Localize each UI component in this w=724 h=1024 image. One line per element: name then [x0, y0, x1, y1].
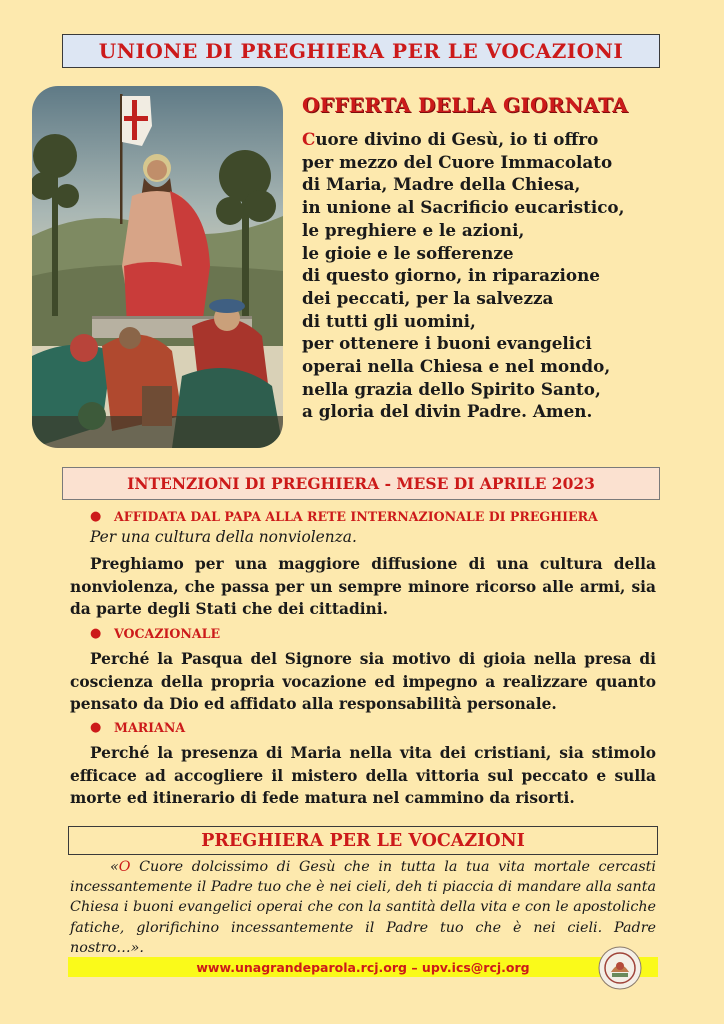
- footer-contacts[interactable]: www.unagrandeparola.rcj.org – upv.ics@rcj.org: [196, 959, 530, 975]
- bullet-icon: ●: [90, 626, 102, 641]
- page-title: UNIONE DI PREGHIERA PER LE VOCAZIONI: [98, 39, 624, 63]
- offerta-body: uore divino di Gesù, io ti offro per mezzo del Cuore Immacolato di Maria, Madre della Chiesa, in unione al Sacrificio eucaristico, le preghiere e le azioni, le gioie e le sofferenze di questo giorno, in riparazione dei peccati, per la salvezza di tutti gli uomini, per ottenere i buoni evangelici operai nella Chiesa e nel mondo, nella grazia dello Spirito Santo, a gloria del divin Padre. Amen.: [302, 129, 625, 422]
- intenzioni-title-box: [62, 467, 660, 500]
- intenzioni-title: INTENZIONI DI PREGHIERA - MESE DI APRILE 2023: [127, 474, 595, 493]
- resurrection-painting: [32, 86, 283, 448]
- intention-subtitle-papa: Per una cultura della nonviolenza.: [90, 528, 357, 546]
- intention-heading-mariana: ● MARIANA: [90, 720, 186, 735]
- intention-text-vocazionale: Perché la Pasqua del Signore sia motivo di gioia nella presa di coscienza della propria vocazione ed impegno a realizzare quanto pensato da Dio ed affidato alla responsabilità personale.: [70, 650, 656, 714]
- preghiera-title-box: [68, 826, 658, 855]
- intention-text-papa: Preghiamo per una maggiore diffusione di una cultura della nonviolenza, che passa per un sempre minore ricorso alle armi, sia da parte degli Stati che dei cittadini.: [70, 555, 656, 619]
- footer-band: [68, 957, 658, 977]
- preghiera-title: PREGHIERA PER LE VOCAZIONI: [201, 830, 525, 851]
- intention-heading-vocazionale: ● VOCAZIONALE: [90, 626, 221, 641]
- intention-heading-papa: ● AFFIDATA DAL PAPA ALLA RETE INTERNAZIONALE DI PREGHIERA: [90, 509, 598, 524]
- preghiera-text: [70, 857, 656, 958]
- offerta-initial: C: [302, 129, 316, 149]
- page-title-box: [62, 34, 660, 68]
- offerta-title: OFFERTA DELLA GIORNATA: [302, 93, 628, 117]
- preghiera-open-quote: «: [110, 859, 119, 875]
- intention-text-mariana: Perché la presenza di Maria nella vita dei cristiani, sia stimolo efficace ad accogliere il mistero della vittoria sul peccato e sulla morte ed itinerario di fede matura nel cammino da risorti.: [70, 744, 656, 808]
- offerta-text: [302, 128, 682, 423]
- preghiera-initial: O: [118, 859, 131, 875]
- bullet-icon: ●: [90, 509, 102, 524]
- preghiera-body: Cuore dolcissimo di Gesù che in tutta la tua vita mortale cercasti incessantemente il Padre tuo che è nei cieli, deh ti piaccia di mandare alla santa Chiesa i buoni evangelici operai che con la santità della vita e con le apostoliche fatiche, glorifichino incessantemente il Padre tuo che è nei cieli. Padre nostro…».: [70, 859, 656, 956]
- rcj-seal-logo: [598, 946, 642, 990]
- bullet-icon: ●: [90, 720, 102, 735]
